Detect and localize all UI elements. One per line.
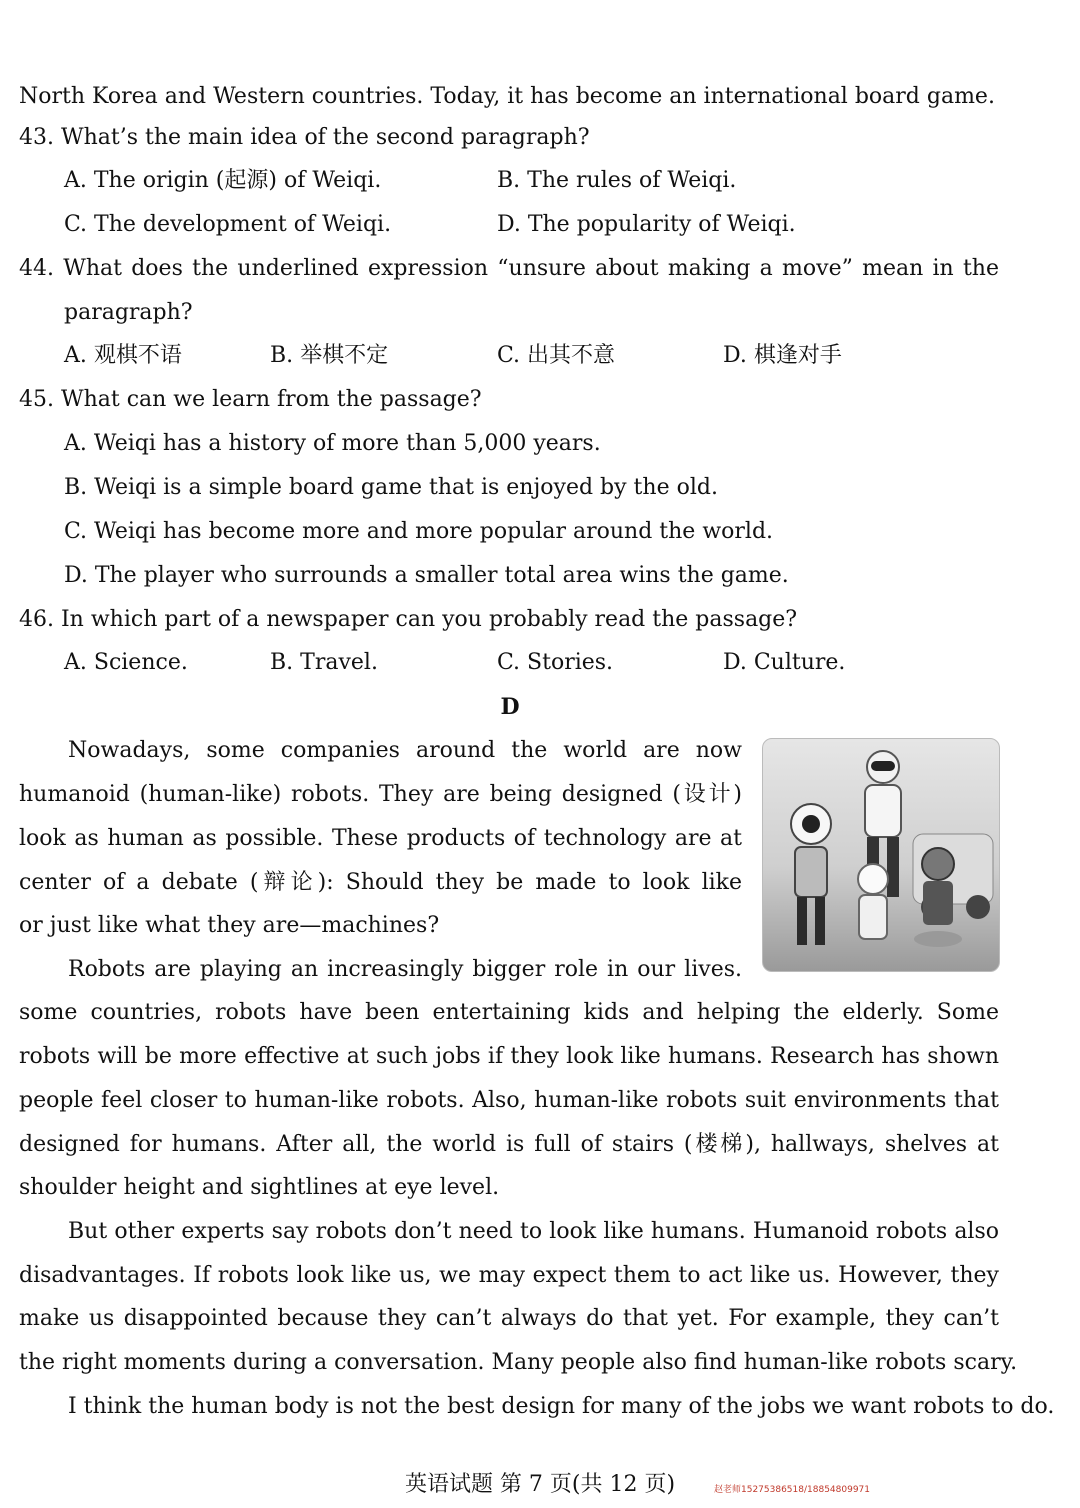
option-b: B. The rules of Weiqi. — [497, 168, 737, 193]
option-b: B. Weiqi is a simple board game that is enjoyed by the old. — [64, 475, 718, 500]
option-c: C. The development of Weiqi. — [64, 212, 392, 237]
question-44-cont: paragraph? — [64, 300, 193, 325]
line: North Korea and Western countries. Today, it has become an international board game. — [19, 84, 995, 109]
paragraph-line: robots will be more effective at such jobs if they look like humans. Research has shown — [19, 1044, 999, 1069]
robots-illustration — [763, 739, 999, 971]
robots-photo — [762, 738, 1000, 972]
option-b: B. 举棋不定 — [270, 343, 389, 368]
watermark: 赵老师15275386518/18854809971 — [714, 1485, 871, 1495]
paragraph-line: Robots are playing an increasingly bigger role in our lives. — [68, 957, 742, 982]
option-c: C. Stories. — [497, 650, 614, 675]
paragraph-line: Nowadays, some companies around the world are now — [68, 738, 742, 763]
question-44: 44. What does the underlined expression “unsure about making a move” mean in the — [19, 256, 999, 281]
paragraph-line: some countries, robots have been entertaining kids and helping the elderly. Some — [19, 1000, 999, 1025]
section-heading: D — [500, 694, 520, 720]
paragraph-line: disadvantages. If robots look like us, we may expect them to act like us. However, they — [19, 1263, 999, 1288]
paragraph-line: I think the human body is not the best design for many of the jobs we want robots to do. — [68, 1394, 1055, 1419]
option-a: A. Weiqi has a history of more than 5,000 years. — [64, 431, 601, 456]
question-45: 45. What can we learn from the passage? — [19, 387, 482, 412]
paragraph-line: or just like what they are—machines? — [19, 913, 440, 938]
paragraph-line: shoulder height and sightlines at eye level. — [19, 1175, 500, 1200]
option-a: A. Science. — [64, 650, 188, 675]
option-d: D. 棋逢对手 — [723, 343, 842, 368]
question-43: 43. What’s the main idea of the second paragraph? — [19, 125, 590, 150]
option-d: D. The popularity of Weiqi. — [497, 212, 796, 237]
paragraph-line: look as human as possible. These products of technology are at — [19, 826, 742, 851]
paragraph-line: designed for humans. After all, the world is full of stairs (楼梯), hallways, shelves at — [19, 1132, 999, 1157]
option-c: C. 出其不意 — [497, 343, 616, 368]
option-c: C. Weiqi has become more and more popular around the world. — [64, 519, 774, 544]
paragraph-line: But other experts say robots don’t need to look like humans. Humanoid robots also — [68, 1219, 999, 1244]
option-a: A. The origin (起源) of Weiqi. — [64, 168, 382, 193]
question-46: 46. In which part of a newspaper can you probably read the passage? — [19, 607, 798, 632]
paragraph-line: make us disappointed because they can’t always do that yet. For example, they can’t — [19, 1306, 999, 1331]
paragraph-line: center of a debate (辩论): Should they be made to look like — [19, 870, 742, 895]
paragraph-line: the right moments during a conversation. Many people also find human-like robots scary. — [19, 1350, 1018, 1375]
page-footer: 英语试题 第 7 页(共 12 页) — [404, 1472, 676, 1497]
paragraph-line: humanoid (human-like) robots. They are being designed (设计) — [19, 782, 742, 807]
option-d: D. The player who surrounds a smaller total area wins the game. — [64, 563, 789, 588]
option-b: B. Travel. — [270, 650, 378, 675]
option-a: A. 观棋不语 — [64, 343, 182, 368]
option-d: D. Culture. — [723, 650, 846, 675]
paragraph-line: people feel closer to human-like robots. Also, human-like robots suit environments that — [19, 1088, 999, 1113]
